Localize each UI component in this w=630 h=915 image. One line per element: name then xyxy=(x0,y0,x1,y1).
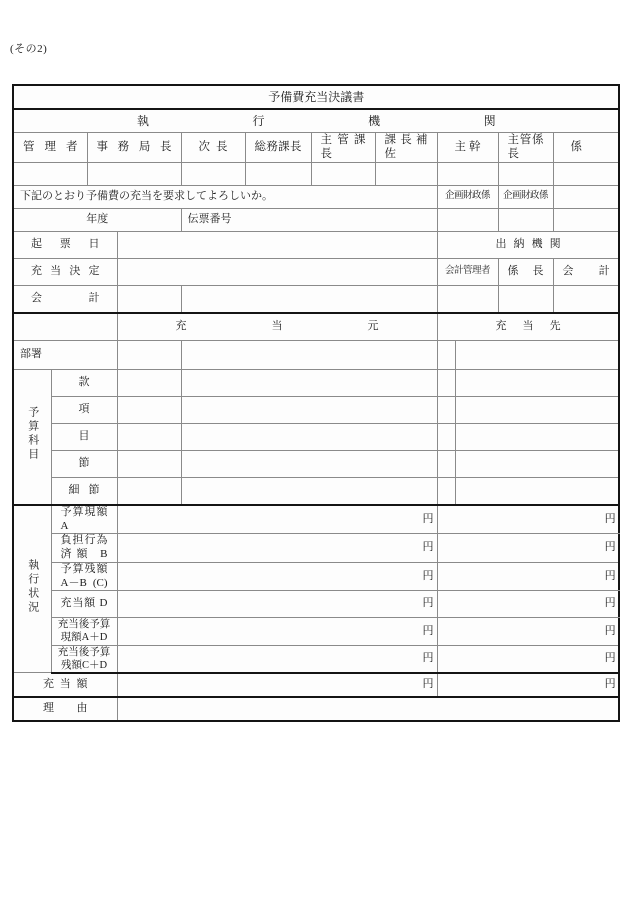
treasury-organization-header: 出納機関 xyxy=(437,231,619,258)
budget-kan-dest-code[interactable] xyxy=(437,369,455,396)
allocation-destination-header: 充当先 xyxy=(437,313,619,341)
stamp-box-senior-officer[interactable] xyxy=(437,162,498,185)
execution-source-budget-current[interactable]: 円 xyxy=(117,505,437,534)
execution-dest-post-balance[interactable]: 円 xyxy=(437,645,619,673)
budget-setsu-dest-name[interactable] xyxy=(455,450,619,477)
execution-status-row-c xyxy=(13,562,619,591)
reason-label: 理由 xyxy=(13,697,117,721)
budget-item-row-saisetsu xyxy=(13,477,619,505)
department-dest-code[interactable] xyxy=(437,340,455,369)
allocation-source-header: 充当元 xyxy=(117,313,437,341)
fiscal-year-field[interactable]: 年度 xyxy=(13,208,181,231)
stamp-box-chief-clerk[interactable] xyxy=(498,162,553,185)
department-row xyxy=(13,340,619,369)
approver-stamp-row xyxy=(13,162,619,185)
accounting-name-cell[interactable] xyxy=(181,285,437,313)
planning-finance-label-1: 企画財政係 xyxy=(437,185,498,208)
budget-setsu-source-code[interactable] xyxy=(117,450,181,477)
execution-dest-post-current[interactable]: 円 xyxy=(437,618,619,645)
approver-clerk: 係 xyxy=(553,133,619,163)
budget-row-label-moku: 目 xyxy=(51,423,117,450)
planning-finance-label-2: 企画財政係 xyxy=(498,185,553,208)
execution-source-post-balance[interactable]: 円 xyxy=(117,645,437,673)
execution-dest-balance[interactable]: 円 xyxy=(437,562,619,591)
allocation-decision-row xyxy=(13,258,619,285)
accounting-row xyxy=(13,285,619,313)
accounting-label: 会計 xyxy=(13,285,117,313)
budget-item-row-setsu xyxy=(13,450,619,477)
stamp-box-assistant-chief[interactable] xyxy=(375,162,437,185)
budget-moku-source-code[interactable] xyxy=(117,423,181,450)
treasury-role-accountant: 会計 xyxy=(553,258,619,285)
allocation-header-blank xyxy=(13,313,117,341)
planning-finance-stamp-1[interactable] xyxy=(437,208,498,231)
budget-kou-source-code[interactable] xyxy=(117,396,181,423)
form-title: 予備費充当決議書 xyxy=(13,85,619,109)
approver-chief-clerk: 主管係長 xyxy=(498,133,553,163)
execution-status-row-ad xyxy=(13,618,619,645)
budget-setsu-source-name[interactable] xyxy=(181,450,437,477)
budget-item-row-moku xyxy=(13,423,619,450)
slip-number-field[interactable]: 伝票番号 xyxy=(181,208,437,231)
allocation-amount-source[interactable]: 円 xyxy=(117,673,437,697)
treasury-role-chief: 係長 xyxy=(498,258,553,285)
fiscal-year-row xyxy=(13,208,619,231)
stamp-box-secretariat-chief[interactable] xyxy=(87,162,181,185)
budget-row-label-kou: 項 xyxy=(51,396,117,423)
department-source-code[interactable] xyxy=(117,340,181,369)
executive-organization-header-label: 執行機関 xyxy=(137,113,496,128)
department-label: 部署 xyxy=(13,340,117,369)
approver-manager: 管理者 xyxy=(13,133,87,163)
approver-general-affairs-chief: 総務課長 xyxy=(245,133,311,163)
execution-label-post-balance: 充当後予算残額C＋D xyxy=(51,645,117,673)
stamp-box-general-affairs-chief[interactable] xyxy=(245,162,311,185)
budget-item-label: 予算科目 xyxy=(13,369,51,505)
execution-source-allocation[interactable]: 円 xyxy=(117,591,437,618)
budget-saisetsu-source-name[interactable] xyxy=(181,477,437,505)
execution-source-post-current[interactable]: 円 xyxy=(117,618,437,645)
department-source-name[interactable] xyxy=(181,340,437,369)
draft-date-label: 起票日 xyxy=(13,231,117,258)
budget-kan-source-code[interactable] xyxy=(117,369,181,396)
treasury-stamp-1[interactable] xyxy=(437,285,498,313)
approver-section-chief: 主管課長 xyxy=(311,133,375,163)
approver-title-row xyxy=(13,133,619,163)
allocation-amount-label: 充当額 xyxy=(13,673,117,697)
draft-date-row xyxy=(13,231,619,258)
reason-value[interactable] xyxy=(117,697,619,721)
executive-organization-header-row xyxy=(13,109,619,133)
treasury-stamp-3[interactable] xyxy=(553,285,619,313)
budget-item-row-kou xyxy=(13,396,619,423)
budget-reserve-allocation-form xyxy=(12,84,620,722)
budget-moku-source-name[interactable] xyxy=(181,423,437,450)
budget-saisetsu-dest-code[interactable] xyxy=(437,477,455,505)
allocation-amount-row xyxy=(13,673,619,697)
budget-item-row-kan xyxy=(13,369,619,396)
budget-row-label-kan: 款 xyxy=(51,369,117,396)
execution-source-balance[interactable]: 円 xyxy=(117,562,437,591)
request-statement: 下記のとおり予備費の充当を要求してよろしいか。 xyxy=(13,185,437,208)
stamp-box-clerk[interactable] xyxy=(553,162,619,185)
request-statement-row xyxy=(13,185,619,208)
execution-status-row-cd xyxy=(13,645,619,673)
execution-label-allocation: 充当額 D xyxy=(51,591,117,618)
allocation-amount-dest[interactable]: 円 xyxy=(437,673,619,697)
title-row xyxy=(13,85,619,109)
approver-senior-officer: 主幹 xyxy=(437,133,498,163)
approver-assistant-chief: 課長補佐 xyxy=(375,133,437,163)
approver-secretariat-chief: 事務局長 xyxy=(87,133,181,163)
planning-finance-stamp-2[interactable] xyxy=(498,208,553,231)
budget-kan-source-name[interactable] xyxy=(181,369,437,396)
budget-kou-dest-code[interactable] xyxy=(437,396,455,423)
budget-kan-dest-name[interactable] xyxy=(455,369,619,396)
execution-label-post-current: 充当後予算現額A＋D xyxy=(51,618,117,645)
budget-moku-dest-code[interactable] xyxy=(437,423,455,450)
draft-date-value[interactable] xyxy=(117,231,437,258)
execution-dest-allocation[interactable]: 円 xyxy=(437,591,619,618)
department-dest-name[interactable] xyxy=(455,340,619,369)
budget-saisetsu-source-code[interactable] xyxy=(117,477,181,505)
allocation-header-row xyxy=(13,313,619,341)
allocation-decision-value[interactable] xyxy=(117,258,437,285)
treasury-role-accounting-manager: 会計管理者 xyxy=(437,258,498,285)
stamp-box-deputy-chief[interactable] xyxy=(181,162,245,185)
execution-status-row-a xyxy=(13,505,619,534)
planning-finance-stamp-3[interactable] xyxy=(553,208,619,231)
execution-status-row-d xyxy=(13,591,619,618)
budget-setsu-dest-code[interactable] xyxy=(437,450,455,477)
budget-saisetsu-dest-name[interactable] xyxy=(455,477,619,505)
budget-row-label-saisetsu: 細節 xyxy=(51,477,117,505)
treasury-stamp-2[interactable] xyxy=(498,285,553,313)
stamp-box-section-chief[interactable] xyxy=(311,162,375,185)
budget-moku-dest-name[interactable] xyxy=(455,423,619,450)
allocation-decision-label: 充当決定 xyxy=(13,258,117,285)
page-corner-label: (その2) xyxy=(10,43,48,55)
execution-label-obligated: 負担行為済額 B xyxy=(51,534,117,563)
executive-organization-header xyxy=(13,109,619,133)
execution-status-row-b xyxy=(13,534,619,563)
budget-kou-dest-name[interactable] xyxy=(455,396,619,423)
budget-kou-source-name[interactable] xyxy=(181,396,437,423)
execution-dest-budget-current[interactable]: 円 xyxy=(437,505,619,534)
reason-row xyxy=(13,697,619,721)
execution-source-obligated[interactable]: 円 xyxy=(117,534,437,563)
budget-row-label-setsu: 節 xyxy=(51,450,117,477)
execution-status-label: 執行状況 xyxy=(13,505,51,673)
stamp-box-manager[interactable] xyxy=(13,162,87,185)
planning-finance-blank-cell[interactable] xyxy=(553,185,619,208)
accounting-code-cell[interactable] xyxy=(117,285,181,313)
approver-deputy-chief: 次長 xyxy=(181,133,245,163)
execution-label-budget-current: 予算現額 A xyxy=(51,505,117,534)
execution-dest-obligated[interactable]: 円 xyxy=(437,534,619,563)
execution-label-balance: 予算残額 A－B (C) xyxy=(51,562,117,591)
